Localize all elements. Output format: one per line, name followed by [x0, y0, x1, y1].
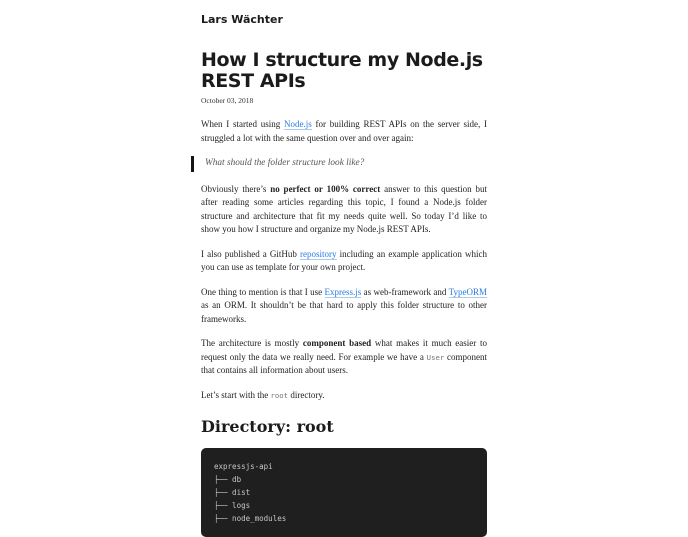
paragraph-text: I also published a GitHub — [201, 248, 301, 259]
paragraph-start — [201, 389, 487, 403]
paragraph-text: for building REST APIs on the server side, I struggled a lot with the same question over and over again: — [201, 119, 487, 143]
nodejs-link[interactable]: Node.js — [283, 119, 312, 129]
paragraph-text: The architecture is mostly — [201, 338, 303, 348]
paragraph-text: as web-framework and — [361, 286, 449, 297]
repository-link[interactable]: repository — [300, 248, 337, 259]
content-column — [201, 0, 487, 537]
article-title: How I structure my Node.js REST APIs — [201, 49, 483, 92]
article-date: October 03, 2018 — [201, 96, 254, 105]
paragraph-answer — [201, 183, 487, 237]
paragraph-intro — [201, 118, 487, 145]
code-line: ├── dist — [214, 488, 251, 497]
paragraph-architecture — [201, 337, 487, 378]
typeorm-link[interactable]: TypeORM — [448, 286, 487, 297]
inline-code-root: root — [270, 390, 289, 400]
site-title[interactable]: Lars Wächter — [201, 13, 283, 26]
paragraph-text: what makes it much easier to request only the data we really need. For example we have a — [201, 338, 488, 362]
paragraph-stack — [201, 286, 487, 327]
section-heading-directory-root: Directory: root — [201, 417, 334, 436]
code-block-directory-tree — [201, 448, 487, 537]
bold-text: no perfect or 100% correct — [270, 183, 381, 194]
paragraph-text: One thing to mention is that I use — [201, 286, 325, 297]
paragraph-text: as an ORM. It shouldn’t be that hard to apply this folder structure to other frameworks. — [201, 300, 487, 324]
bold-text: component based — [302, 338, 372, 348]
paragraph-text: component that contains all information about users. — [201, 351, 487, 375]
paragraph-text: directory. — [288, 389, 325, 400]
paragraph-text: including an example application which you can use as template for your own project. — [201, 248, 487, 272]
inline-code-user: User — [426, 352, 445, 362]
expressjs-link[interactable]: Express.js — [324, 286, 362, 297]
blockquote-question: What should the folder structure look like? — [191, 156, 487, 172]
paragraph-text: Let’s start with the — [201, 389, 271, 400]
code-line: ├── db — [214, 475, 242, 484]
paragraph-text: answer to this question but after reading some articles regarding this topic, I found a Node.js folder structure and architecture that fit my needs quite well. So today I’d like to show you how I structure and organize my Node.js REST APIs. — [201, 183, 488, 234]
code-line: ├── node_modules — [214, 514, 287, 523]
code-line: ├── logs — [214, 501, 251, 510]
paragraph-repository — [201, 248, 487, 275]
code-line: expressjs-api — [214, 462, 273, 471]
paragraph-text: When I started using — [201, 119, 284, 129]
paragraph-text: Obviously there’s — [201, 183, 271, 194]
